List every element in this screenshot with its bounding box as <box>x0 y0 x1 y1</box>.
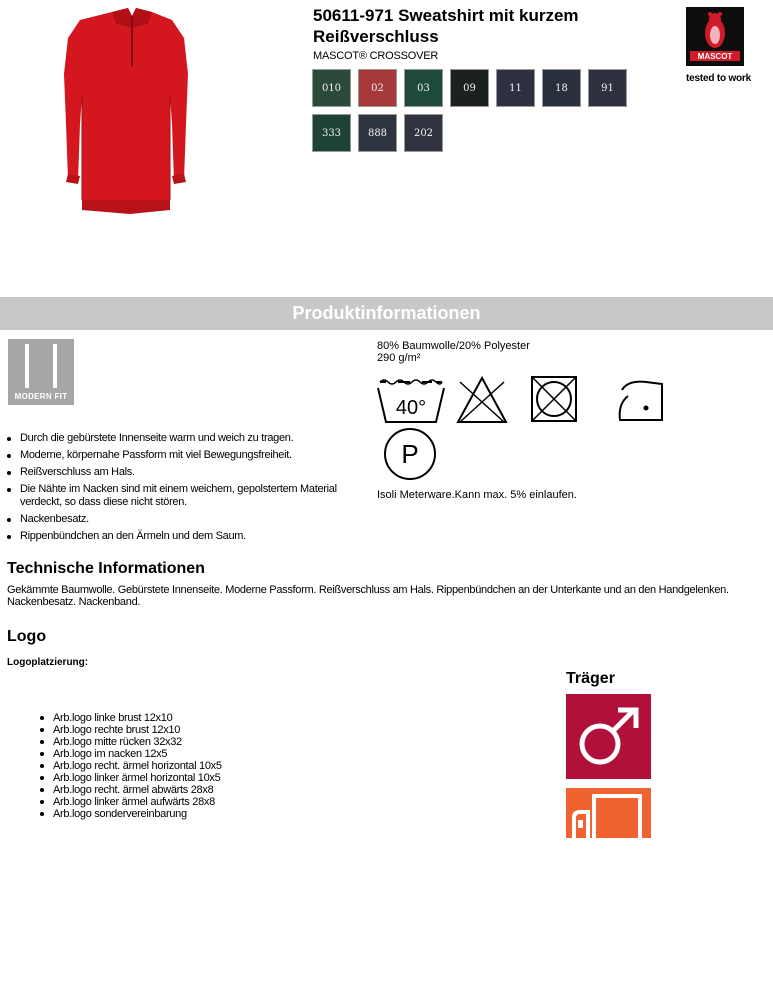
list-item: Arb.logo linker ärmel aufwärts 28x8 <box>40 796 222 808</box>
list-item: Arb.logo mitte rücken 32x32 <box>40 736 222 748</box>
iron-icon <box>620 382 662 420</box>
wash-40-icon <box>378 380 444 422</box>
list-item: Reißverschluss am Hals. <box>7 466 377 479</box>
color-swatch[interactable]: 09 <box>450 69 489 107</box>
color-swatch[interactable]: 202 <box>404 114 443 152</box>
color-swatch[interactable]: 11 <box>496 69 535 107</box>
brand-line: MASCOT® CROSSOVER <box>313 50 439 62</box>
color-swatch[interactable]: 010 <box>312 69 351 107</box>
color-swatch[interactable]: 02 <box>358 69 397 107</box>
fit-bar-left <box>25 344 29 388</box>
dry-clean-letter: P <box>401 439 419 469</box>
feature-list <box>7 432 377 547</box>
no-tumble-dry-icon <box>532 377 576 421</box>
wash-temp: 40° <box>395 397 427 419</box>
list-item: Nackenbesatz. <box>7 513 377 526</box>
logo-placement-list <box>40 712 222 820</box>
material-composition: 80% Baumwolle/20% Polyester <box>377 340 530 352</box>
dry-clean-icon <box>385 429 435 479</box>
care-symbols <box>376 374 676 482</box>
workwear-icon <box>566 788 651 838</box>
section-banner: Produktinformationen <box>0 297 773 330</box>
list-item: Rippenbündchen an den Ärmeln und dem Saum. <box>7 530 377 543</box>
list-item: Durch die gebürstete Innenseite warm und weich zu tragen. <box>7 432 377 445</box>
logo-placement-label: Logoplatzierung: <box>7 657 89 668</box>
color-swatch[interactable]: 18 <box>542 69 581 107</box>
technical-heading: Technische Informationen <box>7 560 205 577</box>
color-swatch[interactable]: 333 <box>312 114 351 152</box>
color-swatch[interactable]: 888 <box>358 114 397 152</box>
fit-label: MODERN FIT <box>14 392 68 401</box>
mascot-logo-text: MASCOT <box>697 52 733 61</box>
list-item: Arb.logo im nacken 12x5 <box>40 748 222 760</box>
list-item: Arb.logo rechte brust 12x10 <box>40 724 222 736</box>
material-weight: 290 g/m² <box>377 352 421 364</box>
wearer-heading: Träger <box>566 670 615 687</box>
color-swatch[interactable]: 91 <box>588 69 627 107</box>
care-note: Isoli Meterware.Kann max. 5% einlaufen. <box>377 489 577 501</box>
material-info <box>377 340 530 364</box>
logo-tagline: tested to work <box>686 73 751 84</box>
fit-bar-right <box>53 344 57 388</box>
modern-fit-icon <box>8 339 74 405</box>
list-item: Arb.logo linker ärmel horizontal 10x5 <box>40 772 222 784</box>
product-title: 50611-971 Sweatshirt mit kurzem Reißverschluss <box>313 6 579 46</box>
list-item: Arb.logo sondervereinbarung <box>40 808 222 820</box>
male-symbol-icon <box>566 694 651 779</box>
color-swatches <box>312 69 672 152</box>
mascot-logo <box>686 7 744 66</box>
color-swatch[interactable]: 03 <box>404 69 443 107</box>
product-image <box>60 4 200 218</box>
list-item: Arb.logo recht. ärmel abwärts 28x8 <box>40 784 222 796</box>
logo-heading: Logo <box>7 628 47 645</box>
list-item: Moderne, körpernahe Passform mit viel Bewegungsfreiheit. <box>7 449 377 462</box>
list-item: Die Nähte im Nacken sind mit einem weichem, gepolstertem Material verdeckt, so dass diese nicht stören. <box>7 483 377 509</box>
list-item: Arb.logo linke brust 12x10 <box>40 712 222 724</box>
list-item: Arb.logo recht. ärmel horizontal 10x5 <box>40 760 222 772</box>
no-bleach-icon <box>458 378 506 422</box>
technical-text: Gekämmte Baumwolle. Gebürstete Innenseite. Moderne Passform. Reißverschluss am Hals. Rippenbündchen an der Unterkante und an den Handgelenken. Nackenbesatz. Nackenband. <box>7 584 729 608</box>
